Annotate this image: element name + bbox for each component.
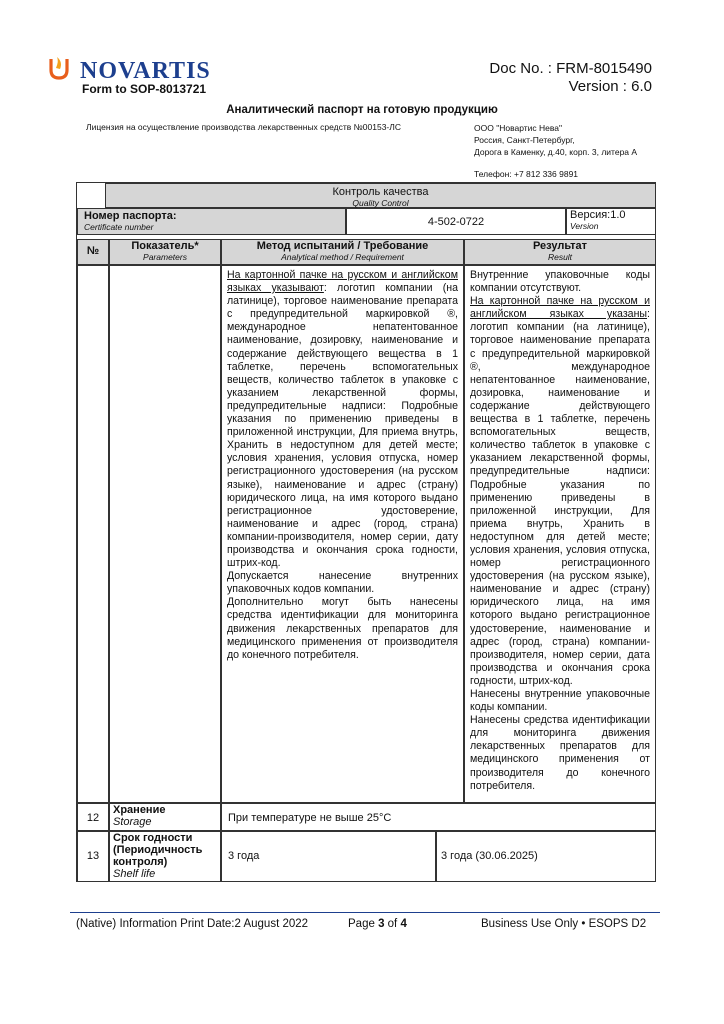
certificate-label-en: Certificate number [84,222,154,232]
column-parameters-en: Parameters [143,252,187,262]
row-13-method [221,831,436,882]
method-packaging-text: : логотип компании (на латинице), торговое наименование препарата с предупредительной маркировкой ®, международное непатентованное наименование, дозировку, наименование и содержание действующего вещества в 1 таблетке, перечень вспомогательных веществ, количество таблеток в упаковке с указанием лекарственной формы, предупредительные надписи: Подробные указания по применению приведены в приложенной инструкции, Для приема внутрь, Хранить в недоступном для детей месте; условия хранения, условия отпуска, номер регистрационного удостоверения (на русском языке), наименование и адрес (страну) юридического лица, на имя которого выдано регистрационное удостоверение, наименование и адрес (город, страна) компании-производителя, номер серии, дату производства и окончания срока годности, штрих-код. [227,282,458,570]
row-13-no [77,831,109,882]
certificate-label-cell [77,208,346,235]
row-13-method-text: 3 года [228,850,260,862]
company-street: Дорога в Каменку, д.40, корп. 3, литера А [474,147,638,157]
row-main-parameter [109,265,221,803]
certificate-version-en: Version [570,221,599,231]
footer-classification: Business Use Only • ESOPS D2 [481,918,647,930]
certificate-label-ru: Номер паспорта: [84,210,177,222]
column-method-ru: Метод испытаний / Требование [256,240,429,252]
license-text: Лицензия на осуществление производства лекарственных средств №00153-ЛС [86,122,401,132]
logo-text: NOVARTIS [80,58,211,84]
novartis-logo-icon [48,55,70,81]
row-12-parameter [109,803,221,831]
method-internal-codes: Допускается нанесение внутренних упаковочных кодов компании. [227,570,458,596]
row-main-method [221,265,464,803]
column-parameters-ru: Показатель* [131,240,199,252]
page-title: Аналитический паспорт на готовую продукцию [226,104,498,116]
result-identification: Нанесены средства идентификации для мониторинга движения лекарственных препаратов для медицинского применения от производителя до конечного потребителя. [470,714,650,792]
footer-page-number [348,918,407,930]
row-13-parameter [109,831,221,882]
column-header-parameters [109,239,221,265]
row-13-result [436,831,656,882]
footer-page-total: 4 [400,918,407,930]
company-country-city: Россия, Санкт-Петербург, [474,135,575,145]
method-identification: Дополнительно могут быть нанесены средства идентификации для мониторинга движения лекарственных препаратов для медицинского применения от производителя до конечного потребителя. [227,596,458,661]
row-13-param-ru: Срок годности (Периодичность контроля) [113,832,203,868]
column-header-no [77,239,109,265]
row-13-result-text: 3 года (30.06.2025) [441,850,538,862]
footer-page-of: of [384,918,401,930]
row-main-result [464,265,656,803]
row-12-number: 12 [86,812,100,824]
form-reference: Form to SOP-8013721 [82,82,207,96]
result-internal-codes: Нанесены внутренние упаковочные коды компании. [470,688,650,714]
company-phone: Телефон: +7 812 336 9891 [474,169,579,179]
row-12-method-text: При температуре не выше 25°C [228,812,392,824]
footer-page-current: 3 [378,918,385,930]
company-name: ООО "Новартис Нева" [474,123,563,133]
certificate-version-cell [566,208,656,235]
column-header-result [464,239,656,265]
row-12-no [77,803,109,831]
column-no-label: № [86,245,100,257]
certificate-value-cell [346,208,566,235]
footer-page-prefix: Page [348,918,379,930]
doc-number: Doc No. : FRM-8015490 [489,60,652,77]
quality-control-band [105,183,656,208]
document-number-block [489,60,652,96]
certificate-version: Версия:1.0 [570,209,626,221]
band-title-ru: Контроль качества [332,186,429,198]
row-12-method [221,803,656,831]
column-result-ru: Результат [532,240,588,252]
footer-print-date: (Native) Information Print Date:2 August 2022 [76,918,309,930]
method-packaging-heading: На картонной пачке на русском и английском языках указывают [227,269,458,295]
result-internal-codes-absent: Внутренние упаковочные коды компании отсутствуют. [470,269,650,295]
row-main-no [77,265,109,803]
result-packaging-heading: На картонной пачке на русском и английском языках указаны [470,295,650,321]
column-result-en: Result [547,252,573,262]
column-method-en: Analytical method / Requirement [281,252,404,262]
band-title-en: Quality Control [352,198,409,208]
company-spacer [474,158,637,168]
row-13-number: 13 [86,850,100,862]
result-packaging-text: : логотип компании (на латинице), торговое наименование препарата с предупредительной маркировкой ®, международное непатентованное наименование, дозировка, наименование и содержание действующего вещества в 1 таблетке, перечень вспомогательных веществ, количество таблеток в упаковке с указанием лекарственной формы, предупредительные надписи: Подробные указания по применению приведены в приложенной инструкции, Для приема внутрь, Хранить в недоступном для детей месте; условия хранения, условия отпуска, номер регистрационного удостоверения (на русском языке), наименование и адрес (страну) юридического лица, на имя которого выдано регистрационное удостоверение, наименование и адрес (город, страна) компании-производителя, номер серии, дата производства и окончания срока годности, штрих-код. [470,308,650,687]
row-12-param-ru: Хранение [113,804,166,816]
row-12-param-en: Storage [113,816,152,828]
certificate-number: 4-502-0722 [427,216,485,228]
doc-version: Version : 6.0 [568,78,652,95]
row-13-param-en: Shelf life [113,868,156,880]
footer-divider [70,912,660,913]
column-header-method [221,239,464,265]
quality-control-table [76,182,656,882]
